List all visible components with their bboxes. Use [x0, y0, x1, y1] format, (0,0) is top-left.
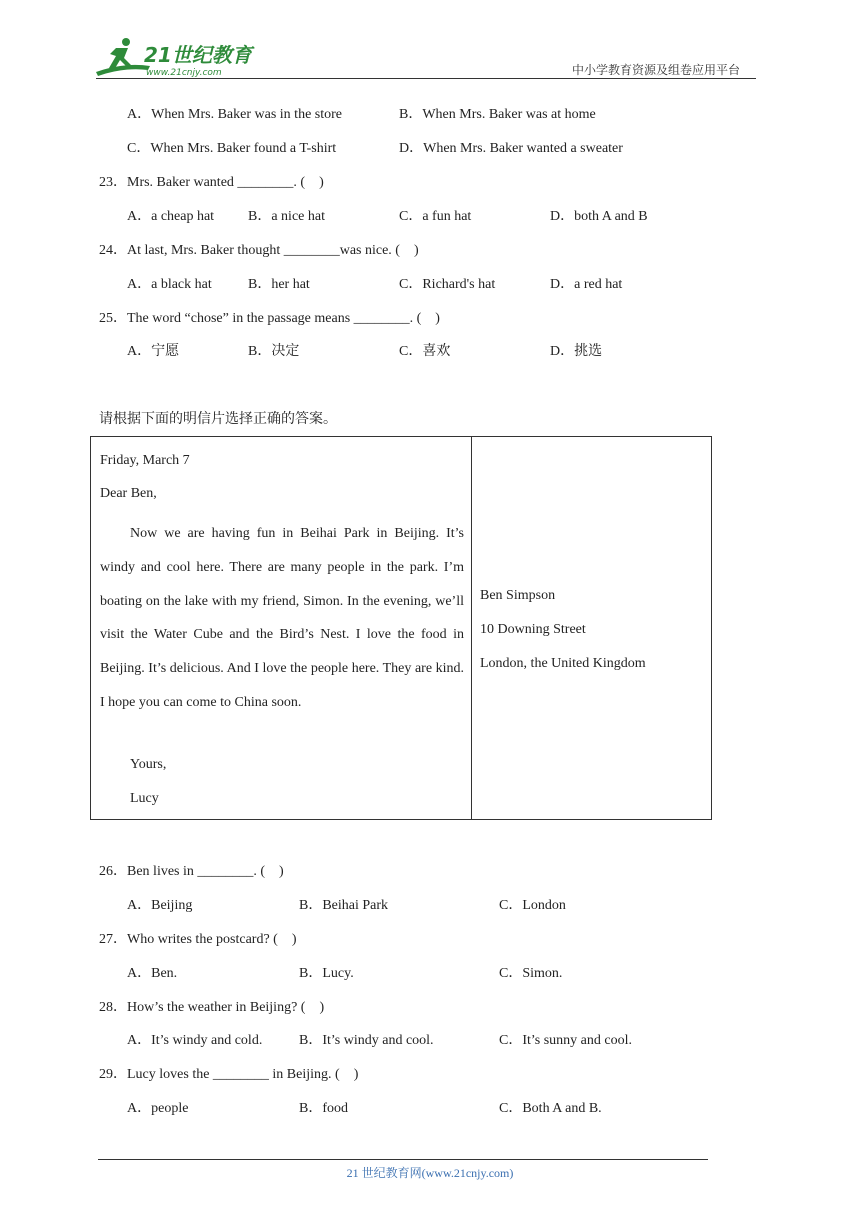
q25-option-b: B．决定: [248, 344, 300, 359]
q22-option-a: A．When Mrs. Baker was in the store: [127, 107, 343, 122]
postcard-address-name: Ben Simpson: [480, 588, 556, 603]
postcard-divider: [471, 437, 472, 819]
q26-option-c: C．London: [499, 898, 566, 913]
q26-stem: 26．Ben lives in ________. ( ): [99, 864, 284, 879]
q28-option-c: C．It’s sunny and cool.: [499, 1033, 632, 1048]
postcard-date: Friday, March 7: [100, 453, 190, 468]
q24-option-b: B．her hat: [248, 277, 310, 292]
q29-option-c: C．Both A and B.: [499, 1101, 602, 1116]
postcard-closing: Yours,: [130, 757, 167, 772]
q28-stem: 28．How’s the weather in Beijing? ( ): [99, 1000, 325, 1015]
q25-option-d: D．挑选: [550, 344, 603, 359]
q27-option-b: B．Lucy.: [299, 966, 354, 981]
postcard: [90, 436, 712, 820]
q23-option-d: D．both A and B: [550, 209, 648, 224]
q27-option-a: A．Ben.: [127, 966, 178, 981]
header-divider: [96, 78, 756, 79]
q28-option-b: B．It’s windy and cool.: [299, 1033, 434, 1048]
q27-option-c: C．Simon.: [499, 966, 563, 981]
runner-icon: [96, 38, 150, 76]
postcard-greeting: Dear Ben,: [100, 486, 157, 501]
q23-option-a: A．a cheap hat: [127, 209, 215, 224]
q29-stem: 29．Lucy loves the ________ in Beijing. ( ): [99, 1067, 359, 1082]
q25-option-a: A．宁愿: [127, 344, 180, 359]
q26-option-b: B．Beihai Park: [299, 898, 389, 913]
postcard-signature: Lucy: [130, 791, 159, 806]
q29-option-a: A．people: [127, 1101, 189, 1116]
q24-option-c: C．Richard's hat: [399, 277, 496, 292]
q24-option-a: A．a black hat: [127, 277, 212, 292]
footer-link[interactable]: 21 世纪教育网(www.21cnjy.com): [346, 1166, 514, 1180]
q24-stem: 24．At last, Mrs. Baker thought ________was nice. ( ): [99, 243, 419, 258]
postcard-address-city: London, the United Kingdom: [480, 656, 646, 671]
q28-option-a: A．It’s windy and cold.: [127, 1033, 263, 1048]
q24-option-d: D．a red hat: [550, 277, 623, 292]
q22-option-b: B．When Mrs. Baker was at home: [399, 107, 596, 122]
q23-option-b: B．a nice hat: [248, 209, 325, 224]
q22-option-c: C．When Mrs. Baker found a T-shirt: [127, 141, 337, 156]
q25-stem: 25．The word “chose” in the passage means ________. ( ): [99, 311, 440, 326]
postcard-body: Now we are having fun in Beihai Park in Beijing. It’s windy and cool here. There are many people in the park. I’m boating on the lake with my friend, Simon. In the evening, we’ll visit the Water Cube and the Bird’s Nest. I love the food in Beijing. It’s delicious. And I love the people here. They are kind. I hope you can come to China soon.: [100, 526, 464, 710]
section-instruction: 请根据下面的明信片选择正确的答案。: [99, 412, 337, 427]
site-logo: [94, 36, 264, 80]
logo-url: www.21cnjy.com: [146, 68, 222, 78]
q26-option-a: A．Beijing: [127, 898, 193, 913]
q22-option-d: D．When Mrs. Baker wanted a sweater: [399, 141, 623, 156]
q29-option-b: B．food: [299, 1101, 348, 1116]
q23-stem: 23．Mrs. Baker wanted ________. ( ): [99, 175, 324, 190]
logo-text: 21世纪教育: [144, 43, 252, 67]
footer-divider: [98, 1159, 708, 1160]
postcard-address-street: 10 Downing Street: [480, 622, 586, 637]
q27-stem: 27．Who writes the postcard? ( ): [99, 932, 297, 947]
q23-option-c: C．a fun hat: [399, 209, 472, 224]
q25-option-c: C．喜欢: [399, 344, 451, 359]
platform-name: 中小学教育资源及组卷应用平台: [572, 63, 741, 77]
